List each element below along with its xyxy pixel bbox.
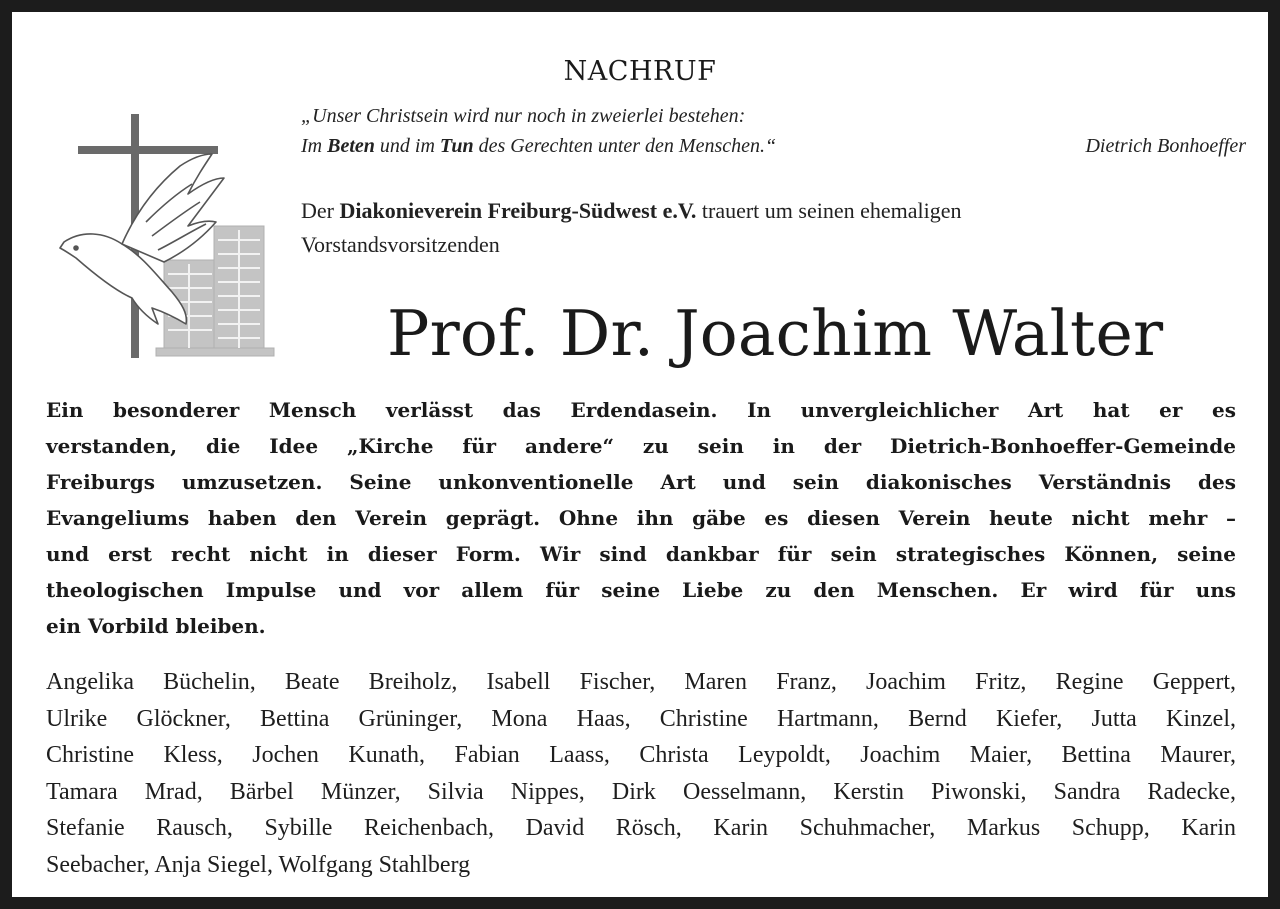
quote-author: Dietrich Bonhoeffer [1085, 135, 1246, 157]
signatory-line: Christine Kless, Jochen Kunath, Fabian Laass, Christa Leypoldt, Joachim Maier, Bettina Maurer, [46, 742, 1236, 768]
signatory-line: Ulrike Glöckner, Bettina Grüninger, Mona Haas, Christine Hartmann, Bernd Kiefer, Jutta Kinzel, [46, 705, 1236, 732]
tribute-line: verstanden, die Idee „Kirche für andere“ zu sein in der Dietrich-Bonhoeffer-Gemeinde [46, 434, 1236, 458]
signatory-line: Angelika Büchelin, Beate Breiholz, Isabell Fischer, Maren Franz, Joachim Fritz, Regine Geppert, [46, 669, 1236, 695]
cross-dove-buildings-icon [52, 102, 282, 362]
signatory-line: Stefanie Rausch, Sybille Reichenbach, David Rösch, Karin Schuhmacher, Markus Schupp, Karin [46, 815, 1236, 841]
tribute-line: Ein besonderer Mensch verlässt das Erdendasein. In unvergleichlicher Art hat er es [46, 398, 1236, 422]
deceased-name: Prof. Dr. Joachim Walter [387, 297, 1164, 370]
quote-line-2: Im Beten und im Tun des Gerechten unter den Menschen.“ [301, 135, 777, 157]
tribute-line: Evangeliums haben den Verein geprägt. Ohne ihn gäbe es diesen Verein heute nicht mehr – [46, 506, 1236, 530]
tribute-line: und erst recht nicht in dieser Form. Wir sind dankbar für sein strategisches Können, seine [46, 542, 1236, 566]
tribute-line: theologischen Impulse und vor allem für seine Liebe zu den Menschen. Er wird für uns [46, 578, 1236, 602]
obituary-notice [12, 12, 1268, 897]
tribute-line: ein Vorbild bleiben. [46, 614, 266, 638]
organization-name: Diakonieverein Freiburg-Südwest e.V. [339, 198, 697, 223]
mourning-statement: Der Diakonieverein Freiburg-Südwest e.V. trauert um seinen ehemaligen Vorstandsvorsitzenden [301, 198, 962, 257]
tribute-text [46, 392, 1236, 644]
bonhoeffer-quote [301, 101, 1246, 161]
quote-line-1: „Unser Christsein wird nur noch in zweierlei bestehen: [301, 105, 746, 127]
signatory-line: Tamara Mrad, Bärbel Münzer, Silvia Nippes, Dirk Oesselmann, Kerstin Piwonski, Sandra Radecke, [46, 778, 1236, 805]
signatories [46, 664, 1236, 883]
tribute-line: Freiburgs umzusetzen. Seine unkonventionelle Art und sein diakonisches Verständnis des [46, 470, 1236, 494]
notice-heading: NACHRUF [563, 56, 717, 87]
signatory-line: Seebacher, Anja Siegel, Wolfgang Stahlberg [46, 851, 471, 878]
